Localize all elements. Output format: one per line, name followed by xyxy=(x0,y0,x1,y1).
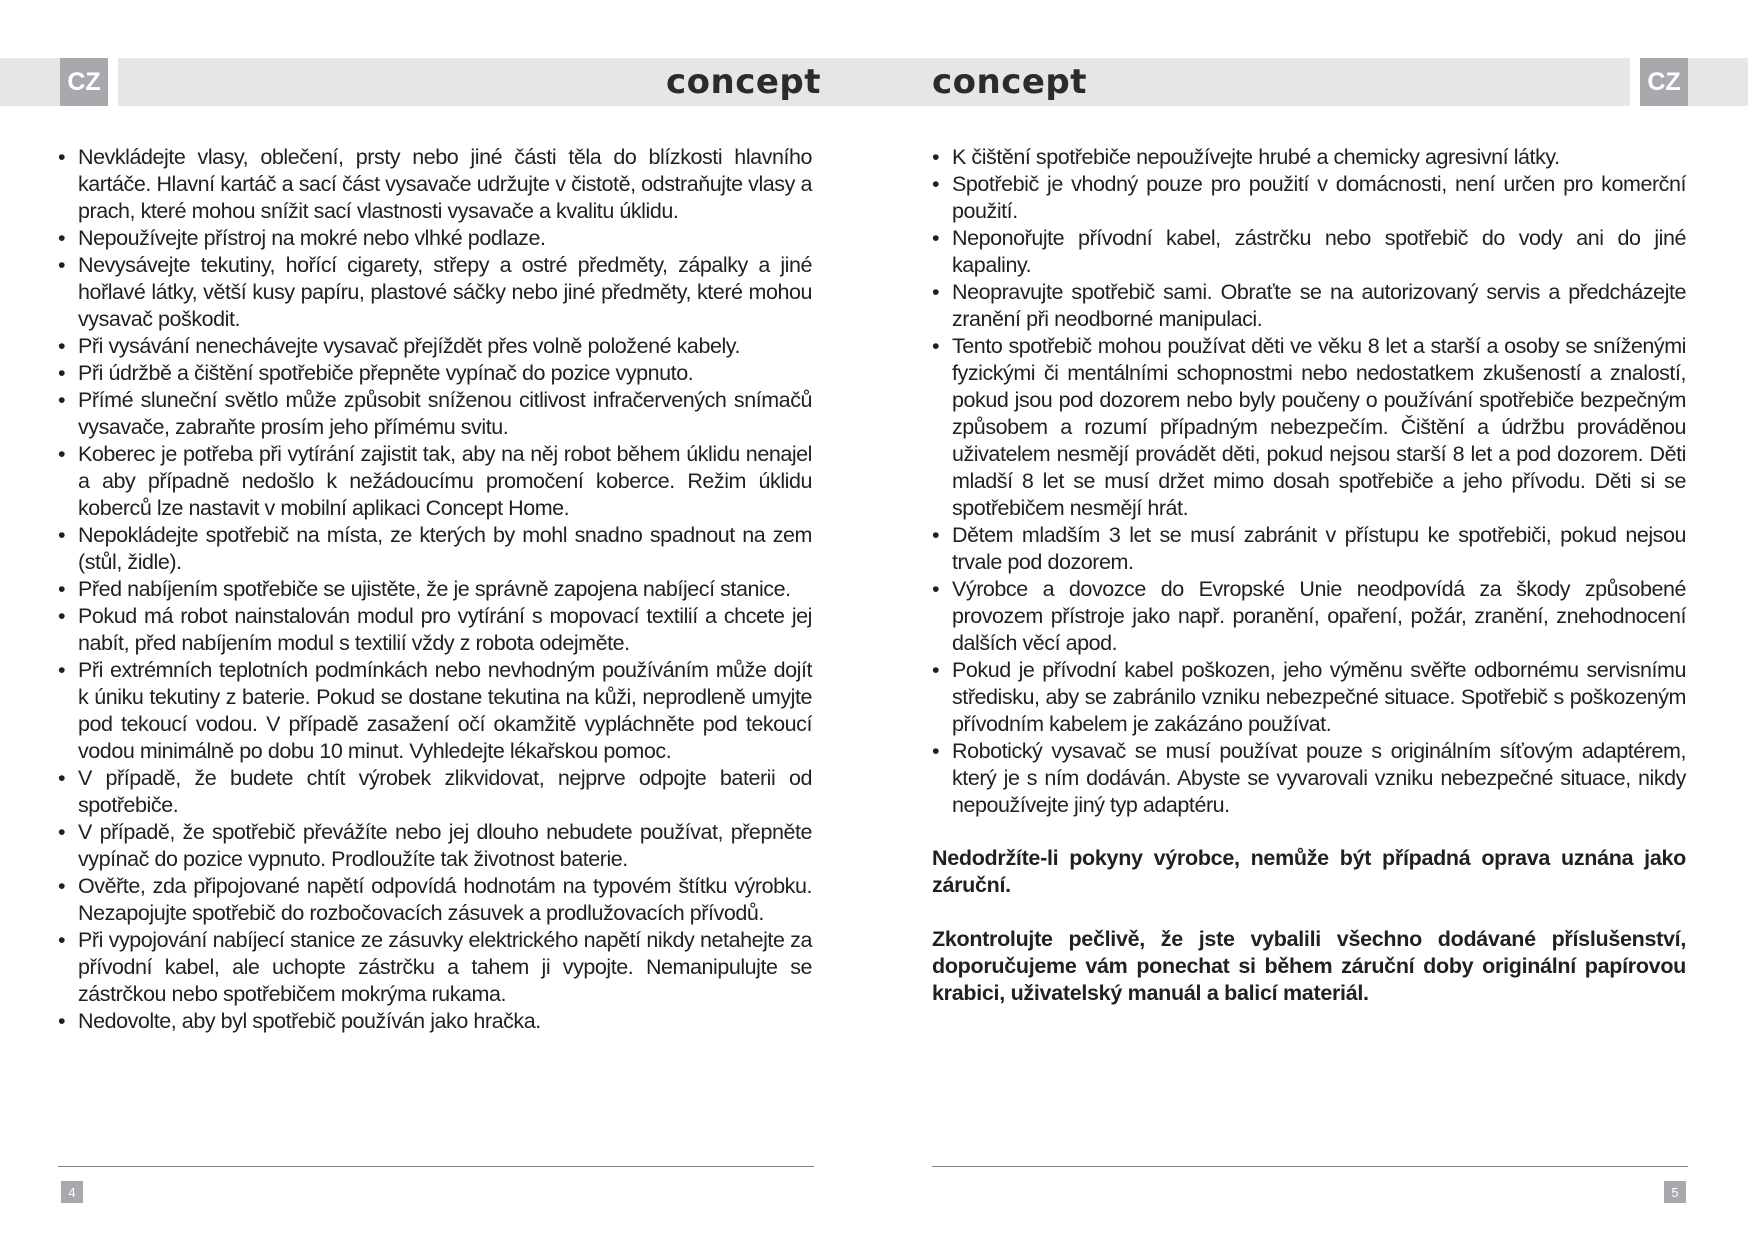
footer-divider-right xyxy=(932,1166,1688,1167)
list-item: • Nedovolte, aby byl spotřebič používán jako hračka. xyxy=(58,1008,812,1035)
list-item: • Při vysávání nenechávejte vysavač přejíždět přes volně položené kabely. xyxy=(58,333,812,360)
list-item: • Před nabíjením spotřebiče se ujistěte, že je správně zapojena nabíjecí stanice. xyxy=(58,576,812,603)
list-item: • Neponořujte přívodní kabel, zástrčku nebo spotřebič do vody ani do jiné kapaliny. xyxy=(932,225,1686,279)
list-item: • Tento spotřebič mohou používat děti ve věku 8 let a starší a osoby se sníženými fyzickými či mentálními schopnostmi nebo nedostatkem zkušeností a znalostí, pokud jsou pod dozorem nebo byly poučeny o používání spotřebiče bezpečným způsobem a rozumí případným nebezpečím. Čištění a údržbu prováděnou uživatelem nesmějí provádět děti, pokud nejsou starší 8 let a pod dozorem. Děti mladší 8 let se musí držet mimo dosah spotřebiče a jeho přívodu. Děti si se spotřebičem nesmějí hrát. xyxy=(932,333,1686,522)
list-item: • Ověřte, zda připojované napětí odpovídá hodnotám na typovém štítku výrobku. Nezapojujte spotřebič do rozbočovacích zásuvek a prodlužovacích přívodů. xyxy=(58,873,812,927)
footer-divider-left xyxy=(58,1166,814,1167)
list-item: • Neopravujte spotřebič sami. Obraťte se na autorizovaný servis a předcházejte zranění při neodborné manipulaci. xyxy=(932,279,1686,333)
warranty-warning: Nedodržíte-li pokyny výrobce, nemůže být případná oprava uznána jako záruční. xyxy=(932,846,1686,897)
right-page-content xyxy=(932,144,1686,1007)
language-badge-left: CZ xyxy=(60,58,108,106)
list-item: • Přímé sluneční světlo může způsobit sníženou citlivost infračervených snímačů vysavače, zabraňte prosím jeho přímému svitu. xyxy=(58,387,812,441)
list-item: • Spotřebič je vhodný pouze pro použití v domácnosti, není určen pro komerční použití. xyxy=(932,171,1686,225)
page-number-right: 5 xyxy=(1664,1181,1686,1203)
list-item: • Při údržbě a čištění spotřebiče přepněte vypínač do pozice vypnuto. xyxy=(58,360,812,387)
list-item: • Robotický vysavač se musí používat pouze s originálním síťovým adaptérem, který je s ním dodáván. Abyste se vyvarovali vzniku nebezpečné situace, nikdy nepoužívejte jiný typ adaptéru. xyxy=(932,738,1686,819)
list-item: • K čištění spotřebiče nepoužívejte hrubé a chemicky agresivní látky. xyxy=(932,144,1686,171)
safety-list-left xyxy=(58,144,812,1035)
header-gap-left xyxy=(108,58,118,106)
list-item: • Nevysávejte tekutiny, hořící cigarety, střepy a ostré předměty, zápalky a jiné hořlavé látky, větší kusy papíru, plastové sáčky nebo jiné předměty, které mohou vysavač poškodit. xyxy=(58,252,812,333)
list-item: • Při vypojování nabíjecí stanice ze zásuvky elektrického napětí nikdy netahejte za přívodní kabel, ale uchopte zástrčku a tahem ji vypojte. Nemanipulujte se zástrčkou nebo spotřebičem mokrýma rukama. xyxy=(58,927,812,1008)
list-item: • Nepoužívejte přístroj na mokré nebo vlhké podlaze. xyxy=(58,225,812,252)
list-item: • V případě, že budete chtít výrobek zlikvidovat, nejprve odpojte baterii od spotřebiče. xyxy=(58,765,812,819)
left-page-content xyxy=(58,144,812,1035)
list-item: • Pokud má robot nainstalován modul pro vytírání s mopovací textilií a chcete jej nabít, před nabíjením modul s textilií vždy z robota odejměte. xyxy=(58,603,812,657)
safety-list-right xyxy=(932,144,1686,819)
list-item: • Nepokládejte spotřebič na místa, ze kterých by mohl snadno spadnout na zem (stůl, židle). xyxy=(58,522,812,576)
list-item: • Při extrémních teplotních podmínkách nebo nevhodným používáním může dojít k úniku tekutiny z baterie. Pokud se dostane tekutina na kůži, neprodleně umyjte pod tekoucí vodou. V případě zasažení očí okamžitě vypláchněte pod tekoucí vodou minimálně po dobu 10 minut. Vyhledejte lékařskou pomoc. xyxy=(58,657,812,765)
brand-logo-left: concept xyxy=(666,62,822,102)
list-item: • Výrobce a dovozce do Evropské Unie neodpovídá za škody způsobené provozem přístroje jako např. poranění, opaření, požár, zranění, znehodnocení dalších věcí apod. xyxy=(932,576,1686,657)
header-gap-right xyxy=(1630,58,1640,106)
list-item: • Dětem mladším 3 let se musí zabránit v přístupu ke spotřebiči, pokud nejsou trvale pod dozorem. xyxy=(932,522,1686,576)
list-item: • Koberec je potřeba při vytírání zajistit tak, aby na něj robot během úklidu nenajel a aby případně nedošlo k nežádoucímu promočení koberce. Režim úklidu koberců lze nastavit v mobilní aplikaci Concept Home. xyxy=(58,441,812,522)
packaging-note: Zkontrolujte pečlivě, že jste vybalili všechno dodávané příslušenství, doporučujeme vám ponechat si během záruční doby originální papírovou krabici, uživatelský manuál a balicí materiál. xyxy=(932,927,1686,1005)
brand-logo-right: concept xyxy=(932,62,1088,102)
list-item: • V případě, že spotřebič převážíte nebo jej dlouho nebudete používat, přepněte vypínač do pozice vypnuto. Prodloužíte tak životnost baterie. xyxy=(58,819,812,873)
language-badge-right: CZ xyxy=(1640,58,1688,106)
list-item: • Pokud je přívodní kabel poškozen, jeho výměnu svěřte odbornému servisnímu středisku, aby se zabránilo vzniku nebezpečné situace. Spotřebič s poškozeným přívodním kabelem je zakázáno používat. xyxy=(932,657,1686,738)
page-number-left: 4 xyxy=(61,1181,83,1203)
list-item: • Nevkládejte vlasy, oblečení, prsty nebo jiné části těla do blízkosti hlavního kartáče. Hlavní kartáč a sací část vysavače udržujte v čistotě, odstraňujte vlasy a prach, které mohou snížit sací vlastnosti vysavače a kvalitu úklidu. xyxy=(58,144,812,225)
